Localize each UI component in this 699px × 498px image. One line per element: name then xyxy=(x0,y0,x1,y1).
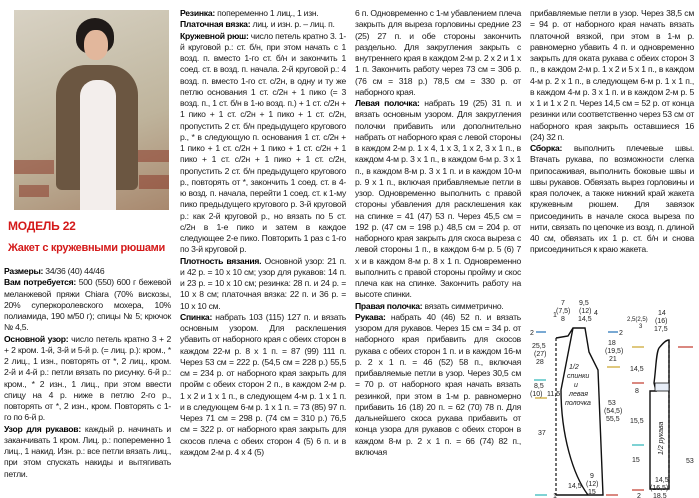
dim-right-upper-2: (19,5) xyxy=(605,348,624,355)
text: набрать 103 (115) 127 п. и вязать основным узором. Для расклешения убавить от наборного края с обеих сторон в каждом 22-м р. 8 х 1 п. = 87 (99) 111 п. Через 53 см = 222 р. (54,5 см = 228 р.) 55,5 см = 234 р. от наборного края закрыть для пройм с обеих сторон 2 п., в каждом 2-м р. 1 х 2 и 1 х 1 п., в следующем 4-м р. 1 х 1 п. и в следующем 6-м р. 1 х 1 п. = 73 (85) 97 п. Через 71 см = 298 р. (74 см = 310 р.) 76,5 см = 322 р. от наборного края закрыть для скосов плеча с обеих сторон 4 (5) 6 п. и в каждом 2-м р. 4 х 4 (5) xyxy=(180,311,346,457)
sleeve-dim-left-3: 15,5 xyxy=(630,418,644,425)
sleeve-piece xyxy=(627,310,694,498)
paragraph-lace-ruffle xyxy=(180,31,346,256)
label: Резинка: xyxy=(180,8,215,18)
model-title: МОДЕЛЬ 22 xyxy=(8,219,76,233)
paragraph-back xyxy=(180,312,346,458)
text: набрать 19 (25) 31 п. и вязать основным узором. Для закругления полочки прибавить или дополнительно набрать от наборного края с левой стороны в каждом 2-м р. 1 х 4, 1 х 3, 1 х 2, 3 х 1 п., в каждом 4-м р. 3 х 1 п., в каждом 6-м р. 3 х 1 п., в каждом 8-м р. 3 х 1 п. и в каждом 10-м р. 9 х 1 п., включая прибавляемые петли в узор. Одновременно выполнить с правой стороны убавления для расклешения как на спинке = 41 (47) 53 п. Через 45,5 см = 192 р. (47 см = 198 р.) 48,5 см = 204 р. от наборного края закрыть для скоса выреза с левой стороны 1 п., в каждом 6-м р. 5 (6) 7 х и в каждом 8-м р. 8 х 1 п. Одновременно выполнить с правой стороны пройму и скос плеча как на спинке. Закончить работу на высоте спинки. xyxy=(355,98,521,300)
body-label-5: полочка xyxy=(565,400,591,407)
sleeve-dim-left-1: 14,5 xyxy=(630,366,644,373)
paragraph-sleeves xyxy=(355,312,521,458)
paragraph-sizes xyxy=(4,266,171,277)
dim-top-neck-2: (7,5) xyxy=(556,308,571,315)
body-label-4: левая xyxy=(569,391,588,398)
label: Размеры: xyxy=(4,266,44,276)
dim-bottom-right-1: 9 xyxy=(590,473,594,480)
dim-top-marker: 1 xyxy=(553,312,557,319)
label: Основной узор: xyxy=(4,333,69,344)
dim-right-upper-1: 18 xyxy=(608,340,616,347)
body-label-3: и xyxy=(574,382,578,389)
paragraph-right-front xyxy=(355,301,521,312)
dim-top-shoulder-1: 9,5 xyxy=(579,300,589,307)
sleeve-dim-bottom-marker: 2 xyxy=(637,493,641,498)
col1-text xyxy=(4,266,171,480)
dim-bottom-right-2: (12) xyxy=(586,481,599,488)
label: Правая полочка: xyxy=(355,300,423,311)
dim-left-lower: 37 xyxy=(538,430,546,437)
label: Спинка: xyxy=(180,311,213,322)
dim-right-marker: 2 xyxy=(619,330,623,337)
sleeve-dim-left-4: 15 xyxy=(632,457,640,464)
text: набрать 40 (46) 52 п. и вязать узором для рукавов. Через 15 см = 34 р. от наборного края прибавить для скосов рукава с обеих сторон 1 п. и в каждом 16-м р. 2 х 1 п. = 46 (52) 58 п., включая прибавляемые петли в узор. Через 30,5 см = 70 р. от наборного края начать вязать резинкой, при этом в 1-м р. равномерно прибавить 16 (18) 20 п. = 62 (70) 78 п. Для дальнейшего скоса рукава прибавить от конца узора для рукавов с обеих сторон в каждом 8-м р. 2 х 1 п. = 66 (74) 82 п., включая xyxy=(355,311,521,457)
text: 6 п. Одновременно с 1-м убавлением плеча закрыть для выреза горловины средние 23 (25) 27 п. и обе стороны закончить раздельно. Для закругления закрыть с внутреннего края в каждом 2-м р. 2 х 2 и 1 х 1 п. Закончить работу через 73 см = 306 р. (76 см = 318 р.) 78,5 см = 330 р. от наборного края. xyxy=(355,8,521,97)
sleeve-dim-bottom-3: 18,5 xyxy=(653,493,667,498)
dim-top-neck-1: 7 xyxy=(561,300,565,307)
text: 500 (550) 600 г бежевой меланжевой пряжи Chiara (70% вискозы, 20% суперкоролевского мохера, 10% полиамида, 190 м/50 г); спицы № 5; крючок № 4,5. xyxy=(4,277,171,333)
text: 34/36 (40) 44/46 xyxy=(43,266,105,276)
sleeve-dim-top-1: 14 xyxy=(658,310,666,317)
paragraph-rib xyxy=(180,8,346,19)
paragraph-sleeves-cont xyxy=(530,8,694,143)
text: каждый р. начинать и заканчивать 1 кром. Лиц. р.: попеременно 1 лиц., 1 накид. Изн. р.: все петли вязать лиц., при этом спускать накиды и вытягивать петли. xyxy=(4,423,171,479)
dim-right-lower-1: 53 xyxy=(608,400,616,407)
dim-right-lower-2: (54,5) xyxy=(604,408,623,415)
dim-left-mid-1: 8,5 xyxy=(534,383,544,390)
sleeve-outline xyxy=(650,340,669,489)
column-4 xyxy=(530,8,694,256)
text: прибавляемые петли в узор. Через 38,5 см = 94 р. от наборного края начать вязать платочной вязкой, при этом в 1-м р. равномерно убавить 4 п. и одновременно закрыть для оката рукава с обеих сторон 3 п., в каждом 2-м р. 1 х 2 и 5 х 1 п., в каждом 4-м р. 2 х 1 п., в следующем 6-м р. 1 х 1 п., в каждом 4-м р. 3 х 1 п. и в каждом 2-м р. 5 х 1 и 1 х 2 п. Через 14,5 см = 52 р. от конца резинки или соответственно через 53 см от наборного края закрыть оставшиеся 16 (24) 32 п. xyxy=(530,8,694,142)
label: Плотность вязания. xyxy=(180,255,262,266)
label: Сборка: xyxy=(530,143,563,153)
sleeve-dim-top-3: 17,5 xyxy=(654,326,668,333)
text: выполнить плечевые швы. Втачать рукава, по возможности слегка припосаживая, выполнить боковые швы и швы рукавов. Обвязать вырез горловины и края полочек, а также нижний край жакета кружевным рюшем. Для завязок присоединить в начале скоса выреза по нити, связать по цепочке из возд. п. длиной 40 см, обвязать их 1 р. ст. б/н и снова присоединиться к краю жакета. xyxy=(530,143,694,255)
text: вязать симметрично. xyxy=(422,300,504,311)
dim-left-marker: 2 xyxy=(530,330,534,337)
sleeve-label: 1/2 рукава xyxy=(658,421,665,455)
column-3 xyxy=(355,8,521,458)
dim-right-lower-3: 55,5 xyxy=(606,416,620,423)
text: лиц. и изн. р. – лиц. п. xyxy=(250,19,335,30)
paragraph-main-pattern xyxy=(4,334,171,424)
text: Основной узор: 21 п. и 42 р. = 10 х 10 см; узор для рукавов: 14 п. и 23 р. = 10 х 10 см; резинка: 28 п. и 24 р. = 10 х 8 см; платочная вязка: 22 п. и 36 р. = 10 х 10 см. xyxy=(180,255,347,311)
dim-bottom-left: 1 xyxy=(553,493,557,498)
label: Вам потребуется: xyxy=(4,277,76,288)
dim-right-upper-3: 21 xyxy=(609,356,617,363)
front-curve xyxy=(561,328,588,495)
dim-left-upper-3: 28 xyxy=(536,359,544,366)
dim-left-mid-2: (10) xyxy=(530,391,543,398)
dim-bottom-mid: 14,5 xyxy=(568,483,582,490)
body-label-2: спинки xyxy=(567,373,590,380)
paragraph-materials xyxy=(4,277,171,333)
pattern-schematic xyxy=(528,295,699,498)
body-piece xyxy=(530,300,623,498)
rib-band xyxy=(655,383,669,391)
body-label-1: 1/2 xyxy=(569,364,579,371)
sleeve-dim-bottom-1: 14,5 xyxy=(655,477,669,484)
text: попеременно 1 лиц., 1 изн. xyxy=(215,8,319,18)
label: Узор для рукавов: xyxy=(4,423,81,434)
label: Платочная вязка: xyxy=(180,19,251,30)
dim-top-neck-3: 8 xyxy=(561,316,565,323)
paragraph-garter xyxy=(180,19,346,30)
column-2 xyxy=(180,8,346,458)
sleeve-dim-right: 53 xyxy=(686,458,694,465)
dim-top-shoulder-3: 14,5 xyxy=(578,316,592,323)
dim-top-shoulder-2: (12) xyxy=(579,308,592,315)
label: Рукава: xyxy=(355,311,386,322)
text: число петель кратно 3. 1-й круговой р.: ст. б/н, при этом начать с 1 возд. п. вместо 1-го ст. б/н и закончить 1 соед. ст. в возд. п. начала. 2-й круговой р.: 4 возд. п. вместо 1-го ст. с/2н, в одну и ту же петлю основания 1 ст. с/2н + 1 пико (= 3 возд. п., 1 ст. б/н в 1-ю возд. п.) + 1 ст. с/2н + 1 пико + 1 ст. с/2н + 1 пико + 1 ст. с/2н, пропустить 2 ст. б/н предыдущего кругового р., * в следующую п. основания 1 ст. с/2н + 1 пико + 1 ст. с/2н + 1 пико + 1 ст. с/2н + 1 пико + 1 ст. с/2н + 1 пико + 1 ст. с/2н, пропустить 2 ст. б/н предыдущего кругового р., повторять от *, закончить 1 соед. ст. в 4-ю возд. п. начала, перейти 1 соед. ст. к 1-му пико предыдущего кругового р. 3-й круговой р.: как 2-й круговой р., но вязать по 5 ст. с/2н в 1-е пико и затем в каждое следующее 2-е пико. Повторить 1 раз с 1-го по 3-й круговой р. xyxy=(180,30,346,255)
label: Кружевной рюш: xyxy=(180,30,249,41)
paragraph-back-cont xyxy=(355,8,521,98)
sleeve-dim-top-2: (16) xyxy=(655,318,668,325)
paragraph-left-front xyxy=(355,98,521,301)
paragraph-assembly xyxy=(530,143,694,256)
sleeve-dim-top-small-2: 3 xyxy=(639,324,643,330)
text: число петель кратно 3 + 2 + 2 кром. 1-й, 3-й и 5-й р. (= лиц. р.): кром., * 2 лиц., 1 изн., повторять от *, 2 лиц., кром. 2-й и 4-й р.: петли вязать по рисунку. 6-й р.: кром., * 2 изн., 1 лиц., при этом ввести спицу на 4 р. ниже в петлю 2-го р., повторять от *, 2 изн., кром. Повторять с 1-го по 6-й р. xyxy=(4,333,172,423)
sleeve-dim-bottom-2: (16,5) xyxy=(650,485,669,492)
model-subtitle: Жакет с кружевными рюшами xyxy=(8,242,165,254)
sleeve-dim-top-small: 2,5(2,5) xyxy=(627,317,648,323)
dim-top-shoulder-small: 4 xyxy=(594,310,598,317)
dim-left-mid-3: 11,5 xyxy=(547,391,561,398)
dim-bottom-right-3: 15 xyxy=(588,489,596,496)
paragraph-sleeve-pattern xyxy=(4,424,171,480)
sleeve-dim-left-2: 8 xyxy=(635,388,639,395)
label: Левая полочка: xyxy=(355,98,420,108)
dim-left-upper-1: 25,5 xyxy=(532,343,546,350)
paragraph-gauge xyxy=(180,256,346,312)
model-photo xyxy=(14,10,169,210)
dim-left-upper-2: (27) xyxy=(534,351,547,358)
body-outline xyxy=(556,328,603,495)
